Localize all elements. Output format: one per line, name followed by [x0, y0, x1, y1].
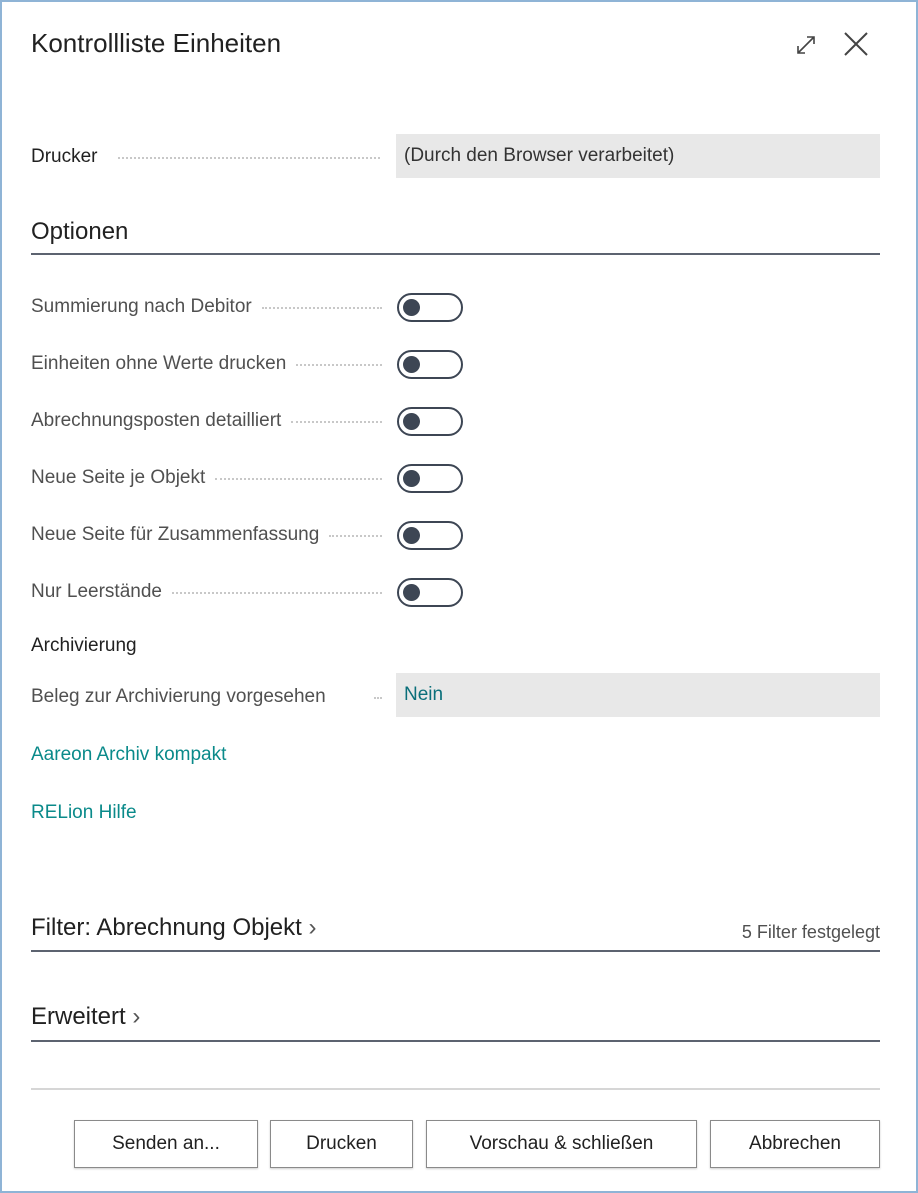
option-label: Neue Seite für Zusammenfassung [31, 524, 320, 545]
dots [374, 697, 382, 699]
option-toggle[interactable] [397, 293, 463, 322]
archive-label: Beleg zur Archivierung vorgesehen [31, 686, 326, 707]
dots [296, 364, 382, 366]
toggle-knob [403, 470, 420, 487]
option-label: Nur Leerstände [31, 581, 162, 602]
dots [118, 157, 380, 159]
cancel-button[interactable]: Abbrechen [710, 1120, 880, 1168]
option-label: Einheiten ohne Werte drucken [31, 353, 287, 374]
dialog-title: Kontrollliste Einheiten [31, 28, 282, 58]
toggle-knob [403, 584, 420, 601]
dots [291, 421, 382, 423]
divider [31, 1040, 880, 1042]
option-toggle[interactable] [397, 521, 463, 550]
expand-icon[interactable] [790, 28, 822, 60]
filter-heading: Filter: Abrechnung Objekt [31, 914, 302, 941]
advanced-section-toggle[interactable] [31, 1003, 140, 1031]
print-button[interactable]: Drucken [270, 1120, 413, 1168]
dots [215, 478, 382, 480]
toggle-knob [403, 413, 420, 430]
dots [262, 307, 382, 309]
preview-close-button[interactable]: Vorschau & schließen [426, 1120, 697, 1168]
printer-field[interactable]: (Durch den Browser verarbeitet) [396, 134, 880, 178]
option-toggle[interactable] [397, 578, 463, 607]
archive-field[interactable]: Nein [396, 673, 880, 717]
divider [31, 950, 880, 952]
option-label: Abrechnungsposten detailliert [31, 410, 282, 431]
chevron-right-icon: › [308, 914, 317, 941]
divider [31, 253, 880, 255]
help-link[interactable]: RELion Hilfe [31, 802, 137, 823]
filter-count: 5 Filter festgelegt [741, 922, 880, 942]
options-heading: Optionen [31, 218, 129, 245]
toggle-knob [403, 299, 420, 316]
archive-heading: Archivierung [31, 635, 137, 656]
divider [31, 1088, 880, 1090]
filter-section-toggle[interactable] [31, 914, 316, 942]
dots [329, 535, 382, 537]
dots [172, 592, 382, 594]
toggle-knob [403, 356, 420, 373]
archive-link[interactable]: Aareon Archiv kompakt [31, 744, 227, 765]
option-toggle[interactable] [397, 350, 463, 379]
option-toggle[interactable] [397, 464, 463, 493]
send-to-button[interactable]: Senden an... [74, 1120, 258, 1168]
printer-label: Drucker [31, 146, 98, 167]
close-icon[interactable] [840, 28, 872, 60]
chevron-right-icon: › [132, 1003, 141, 1030]
option-label: Summierung nach Debitor [31, 296, 252, 317]
option-label: Neue Seite je Objekt [31, 467, 206, 488]
option-toggle[interactable] [397, 407, 463, 436]
toggle-knob [403, 527, 420, 544]
advanced-heading: Erweitert [31, 1003, 126, 1030]
